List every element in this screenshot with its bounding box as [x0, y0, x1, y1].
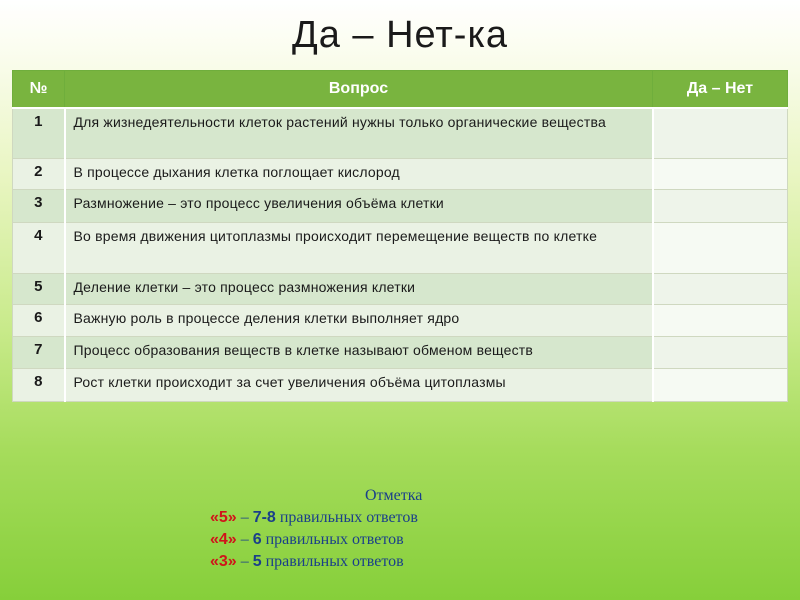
row-answer-cell[interactable]: [653, 108, 788, 158]
grade-text: правильных ответов: [261, 553, 404, 570]
row-question: Рост клетки происходит за счет увеличения объёма цитоплазмы: [65, 368, 653, 401]
grading-line: [210, 551, 610, 573]
row-question: Размножение – это процесс увеличения объёма клетки: [65, 189, 653, 222]
row-number: 4: [13, 222, 65, 273]
row-question: В процессе дыхания клетка поглощает кислород: [65, 158, 653, 189]
table-header-row: [13, 71, 788, 109]
row-question: Во время движения цитоплазмы происходит перемещение веществ по клетке: [65, 222, 653, 273]
table-row: [13, 336, 788, 368]
row-answer-cell[interactable]: [653, 336, 788, 368]
grade-mark: «4»: [210, 531, 237, 548]
row-answer-cell[interactable]: [653, 304, 788, 336]
table-row: [13, 222, 788, 273]
table-row: [13, 368, 788, 401]
grade-count: 7-8: [252, 509, 276, 526]
grade-dash: –: [236, 531, 253, 548]
row-answer-cell[interactable]: [653, 158, 788, 189]
row-question: Важную роль в процессе деления клетки выполняет ядро: [65, 304, 653, 336]
grading-heading: Отметка: [365, 487, 423, 504]
table-row: [13, 189, 788, 222]
header-answer: Да – Нет: [653, 71, 788, 109]
grade-text: правильных ответов: [261, 531, 404, 548]
header-question: Вопрос: [65, 71, 653, 109]
row-number: 3: [13, 189, 65, 222]
row-answer-cell[interactable]: [653, 189, 788, 222]
grade-mark: «5»: [210, 509, 237, 526]
grade-count: 5: [252, 553, 262, 570]
grade-dash: –: [236, 509, 253, 526]
table-row: [13, 158, 788, 189]
table-row: [13, 108, 788, 158]
quiz-table: [12, 70, 788, 402]
row-number: 8: [13, 368, 65, 401]
row-question: Для жизнедеятельности клеток растений нужны только органические вещества: [65, 108, 653, 158]
row-number: 6: [13, 304, 65, 336]
row-question: Процесс образования веществ в клетке называют обменом веществ: [65, 336, 653, 368]
grading-block: [210, 485, 610, 573]
page-title: Да – Нет-ка: [291, 14, 509, 56]
grading-line: [210, 507, 610, 529]
row-question: Деление клетки – это процесс размножения клетки: [65, 273, 653, 304]
table-row: [13, 304, 788, 336]
grade-count: 6: [252, 531, 262, 548]
grade-mark: «3»: [210, 553, 237, 570]
header-number: №: [13, 71, 65, 109]
row-number: 5: [13, 273, 65, 304]
row-number: 7: [13, 336, 65, 368]
row-answer-cell[interactable]: [653, 273, 788, 304]
table-row: [13, 273, 788, 304]
grade-dash: –: [236, 553, 253, 570]
row-answer-cell[interactable]: [653, 368, 788, 401]
grade-text: правильных ответов: [275, 509, 418, 526]
row-number: 2: [13, 158, 65, 189]
row-number: 1: [13, 108, 65, 158]
grading-line: [210, 529, 610, 551]
row-answer-cell[interactable]: [653, 222, 788, 273]
